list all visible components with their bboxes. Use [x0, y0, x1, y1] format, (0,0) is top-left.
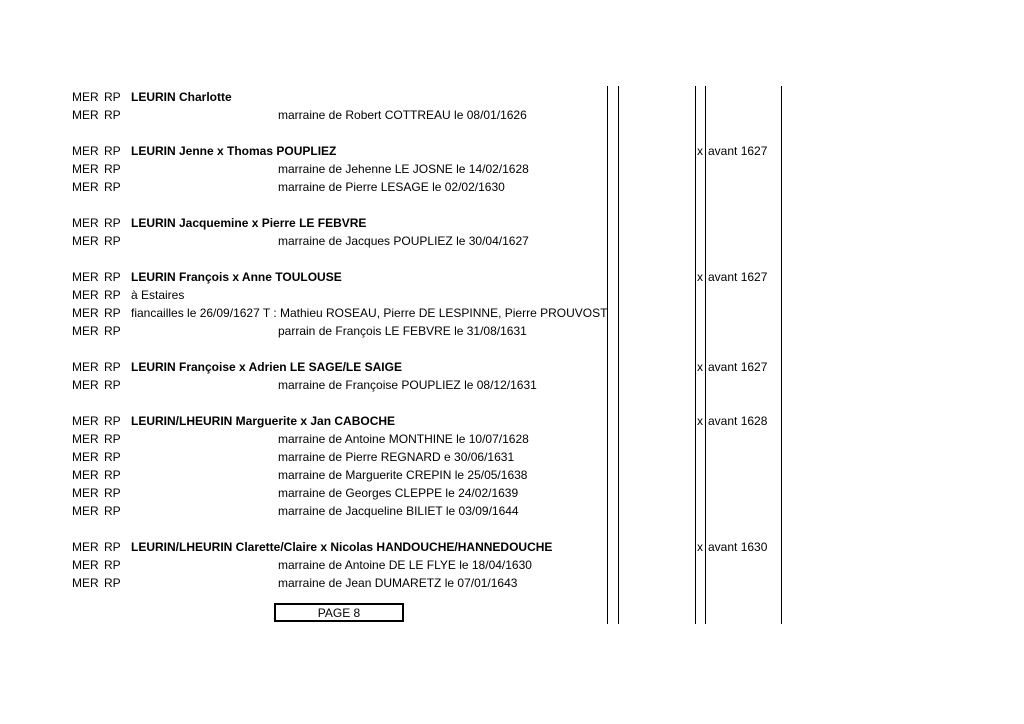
- record-mer-code: MER: [72, 504, 99, 518]
- record-marriage-mark: x: [697, 144, 703, 158]
- record-mer-code: MER: [72, 378, 99, 392]
- record-rp-code: RP: [104, 180, 121, 194]
- record-godparent-note: marraine de Françoise POUPLIEZ le 08/12/1631: [278, 378, 537, 392]
- record-godparent-note: marraine de Jehenne LE JOSNE le 14/02/1628: [278, 162, 529, 176]
- record-rp-code: RP: [104, 558, 121, 572]
- record-mer-code: MER: [72, 468, 99, 482]
- record-row: [0, 286, 1024, 304]
- record-row: [0, 322, 1024, 340]
- record-rp-code: RP: [104, 270, 121, 284]
- record-mer-code: MER: [72, 360, 99, 374]
- record-note: à Estaires: [131, 288, 185, 302]
- record-row: [0, 178, 1024, 196]
- record-person-name: LEURIN Jacquemine x Pierre LE FEBVRE: [131, 216, 367, 230]
- record-rp-code: RP: [104, 216, 121, 230]
- record-row: [0, 160, 1024, 178]
- blank-row: [0, 394, 1024, 412]
- record-rp-code: RP: [104, 108, 121, 122]
- record-row: [0, 466, 1024, 484]
- record-heading-row: [0, 142, 1024, 160]
- record-heading-row: [0, 268, 1024, 286]
- record-row: [0, 106, 1024, 124]
- record-person-name: LEURIN/LHEURIN Marguerite x Jan CABOCHE: [131, 414, 396, 428]
- record-rp-code: RP: [104, 468, 121, 482]
- record-person-name: LEURIN Jenne x Thomas POUPLIEZ: [131, 144, 337, 158]
- record-row: [0, 430, 1024, 448]
- record-godparent-note: marraine de Pierre LESAGE le 02/02/1630: [278, 180, 505, 194]
- record-mer-code: MER: [72, 180, 99, 194]
- record-mer-code: MER: [72, 270, 99, 284]
- record-marriage-mark: x: [697, 540, 703, 554]
- record-marriage-date: avant 1628: [708, 414, 768, 428]
- blank-row: [0, 124, 1024, 142]
- blank-row: [0, 250, 1024, 268]
- record-marriage-date: avant 1627: [708, 270, 768, 284]
- record-marriage-mark: x: [697, 360, 703, 374]
- record-marriage-mark: x: [697, 270, 703, 284]
- record-row: [0, 502, 1024, 520]
- record-godparent-note: marraine de Jacqueline BILIET le 03/09/1644: [278, 504, 519, 518]
- record-rp-code: RP: [104, 234, 121, 248]
- record-marriage-date: avant 1630: [708, 540, 768, 554]
- record-mer-code: MER: [72, 432, 99, 446]
- record-rp-code: RP: [104, 504, 121, 518]
- page-number-label: PAGE 8: [317, 606, 361, 620]
- record-marriage-date: avant 1627: [708, 144, 768, 158]
- record-rp-code: RP: [104, 324, 121, 338]
- record-rp-code: RP: [104, 360, 121, 374]
- record-rp-code: RP: [104, 90, 121, 104]
- record-rp-code: RP: [104, 306, 121, 320]
- record-heading-row: [0, 412, 1024, 430]
- record-mer-code: MER: [72, 450, 99, 464]
- record-marriage-date: avant 1627: [708, 360, 768, 374]
- record-godparent-note: marraine de Jacques POUPLIEZ le 30/04/1627: [278, 234, 529, 248]
- record-rp-code: RP: [104, 144, 121, 158]
- record-row: [0, 484, 1024, 502]
- record-godparent-note: marraine de Jean DUMARETZ le 07/01/1643: [278, 576, 518, 590]
- record-row: [0, 556, 1024, 574]
- record-heading-row: [0, 538, 1024, 556]
- record-person-name: LEURIN/LHEURIN Clarette/Claire x Nicolas HANDOUCHE/HANNEDOUCHE: [131, 540, 553, 554]
- record-mer-code: MER: [72, 162, 99, 176]
- record-godparent-note: marraine de Antoine MONTHINE le 10/07/1628: [278, 432, 529, 446]
- record-rp-code: RP: [104, 576, 121, 590]
- blank-row: [0, 196, 1024, 214]
- record-godparent-note: marraine de Antoine DE LE FLYE le 18/04/1630: [278, 558, 532, 572]
- record-godparent-note: marraine de Pierre REGNARD e 30/06/1631: [278, 450, 515, 464]
- record-list: [0, 88, 1024, 592]
- record-mer-code: MER: [72, 306, 99, 320]
- record-row: [0, 574, 1024, 592]
- record-heading-row: [0, 358, 1024, 376]
- record-rp-code: RP: [104, 486, 121, 500]
- record-mer-code: MER: [72, 576, 99, 590]
- record-mer-code: MER: [72, 540, 99, 554]
- record-rp-code: RP: [104, 540, 121, 554]
- record-rp-code: RP: [104, 450, 121, 464]
- record-rp-code: RP: [104, 288, 121, 302]
- record-mer-code: MER: [72, 558, 99, 572]
- record-godparent-note: marraine de Georges CLEPPE le 24/02/1639: [278, 486, 519, 500]
- record-row: [0, 232, 1024, 250]
- record-rp-code: RP: [104, 414, 121, 428]
- record-heading-row: [0, 88, 1024, 106]
- record-note: fiancailles le 26/09/1627 T : Mathieu ROSEAU, Pierre DE LESPINNE, Pierre PROUVOST: [131, 306, 608, 320]
- record-mer-code: MER: [72, 90, 99, 104]
- record-mer-code: MER: [72, 414, 99, 428]
- record-mer-code: MER: [72, 108, 99, 122]
- record-person-name: LEURIN François x Anne TOULOUSE: [131, 270, 342, 284]
- record-mer-code: MER: [72, 234, 99, 248]
- record-godparent-note: marraine de Marguerite CREPIN le 25/05/1638: [278, 468, 528, 482]
- record-godparent-note: marraine de Robert COTTREAU le 08/01/1626: [278, 108, 527, 122]
- record-rp-code: RP: [104, 378, 121, 392]
- record-godparent-note: parrain de François LE FEBVRE le 31/08/1631: [278, 324, 527, 338]
- record-row: [0, 304, 1024, 322]
- record-mer-code: MER: [72, 144, 99, 158]
- record-heading-row: [0, 214, 1024, 232]
- record-row: [0, 376, 1024, 394]
- record-mer-code: MER: [72, 216, 99, 230]
- record-rp-code: RP: [104, 162, 121, 176]
- record-person-name: LEURIN Charlotte: [131, 90, 232, 104]
- record-person-name: LEURIN Françoise x Adrien LE SAGE/LE SAIGE: [131, 360, 402, 374]
- blank-row: [0, 340, 1024, 358]
- record-mer-code: MER: [72, 486, 99, 500]
- record-row: [0, 448, 1024, 466]
- page-number-box: [274, 603, 404, 622]
- record-marriage-mark: x: [697, 414, 703, 428]
- record-mer-code: MER: [72, 324, 99, 338]
- record-rp-code: RP: [104, 432, 121, 446]
- blank-row: [0, 520, 1024, 538]
- record-mer-code: MER: [72, 288, 99, 302]
